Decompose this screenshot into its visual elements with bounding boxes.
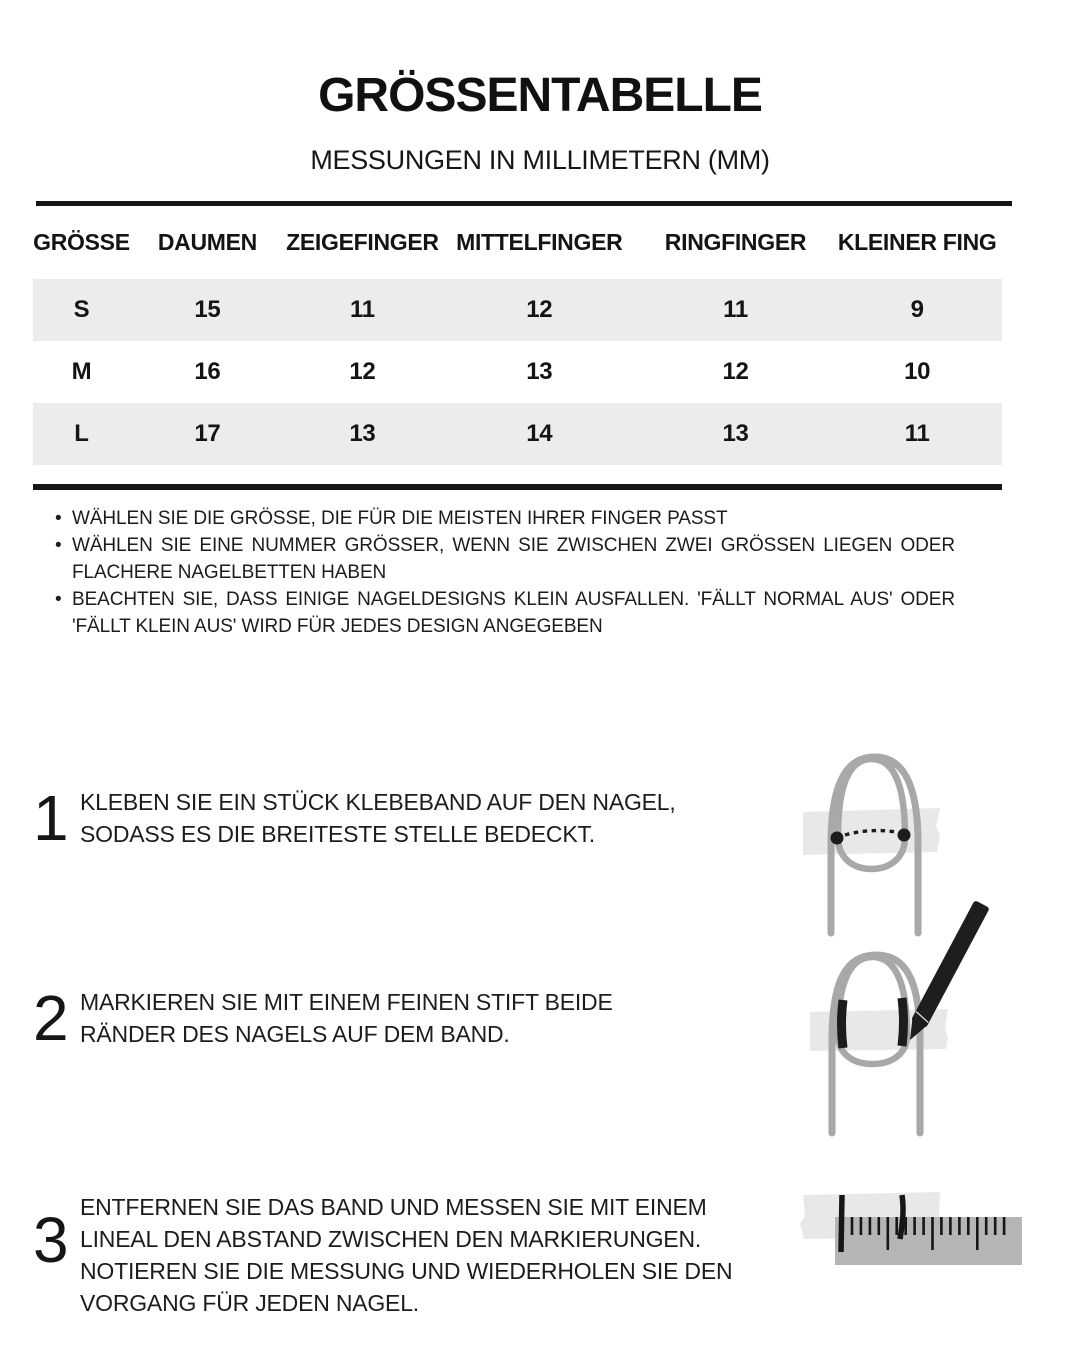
- column-header-daumen: DAUMEN: [157, 229, 257, 255]
- note-text: WÄHLEN SIE EINE NUMMER GRÖSSER, WENN SIE ZWISCHEN ZWEI GRÖSSEN LIEGEN ODER: [72, 535, 955, 556]
- column-header-groesse: GRÖSSE: [33, 229, 130, 255]
- step-line: LINEAL DEN ABSTAND ZWISCHEN DEN MARKIERUNGEN.: [80, 1226, 702, 1252]
- finger-pen-illustration: [805, 900, 990, 1145]
- value-daumen: 17: [194, 420, 221, 447]
- bullet-icon: •: [55, 535, 62, 556]
- step-line: SODASS ES DIE BREITESTE STELLE BEDECKT.: [80, 821, 595, 847]
- nail-mark-right: [902, 998, 904, 1046]
- measure-dot-right: [898, 829, 911, 842]
- step-2: [33, 982, 613, 1054]
- step-1: [33, 782, 676, 854]
- value-kleiner-finger: 11: [904, 420, 930, 447]
- step-line: ENTFERNEN SIE DAS BAND UND MESSEN SIE MIT EINEM: [80, 1194, 707, 1220]
- note-text: FLACHERE NAGELBETTEN HABEN: [72, 562, 387, 583]
- note-line: [55, 505, 955, 532]
- step-line: KLEBEN SIE EIN STÜCK KLEBEBAND AUF DEN NAGEL,: [80, 789, 676, 815]
- pen-mark-right: [900, 1195, 903, 1239]
- page-subtitle: MESSUNGEN IN MILLIMETERN (MM): [310, 145, 770, 175]
- step-number: 2: [33, 982, 67, 1054]
- step-instructions: [80, 786, 676, 850]
- table-header-row: [33, 206, 1002, 279]
- sizing-notes: [55, 505, 955, 640]
- note-text: BEACHTEN SIE, DASS EINIGE NAGELDESIGNS KLEIN AUSFALLEN. 'FÄLLT NORMAL AUS' ODER: [72, 589, 955, 610]
- table-row-l: [33, 403, 1002, 465]
- size-label: L: [74, 420, 89, 447]
- column-header-zeigefinger: ZEIGEFINGER: [286, 229, 439, 255]
- value-mittelfinger: 12: [526, 296, 553, 323]
- note-text: WÄHLEN SIE DIE GRÖSSE, DIE FÜR DIE MEISTEN IHRER FINGER PASST: [72, 508, 728, 529]
- table-row-s: [33, 279, 1002, 341]
- value-mittelfinger: 13: [526, 358, 553, 385]
- value-ringfinger: 11: [723, 296, 748, 323]
- value-kleiner-finger: 10: [904, 358, 931, 385]
- column-header-ringfinger: RINGFINGER: [664, 229, 807, 255]
- bullet-icon: •: [55, 589, 62, 610]
- value-ringfinger: 12: [722, 358, 749, 385]
- value-daumen: 16: [194, 358, 221, 385]
- pen-mark-left: [841, 1195, 842, 1252]
- note-line: [55, 586, 955, 613]
- measure-dot-left: [831, 832, 844, 845]
- step-3: [33, 1191, 732, 1319]
- value-zeigefinger: 13: [349, 420, 376, 447]
- note-line: [55, 613, 955, 640]
- value-zeigefinger: 11: [350, 296, 375, 323]
- bottom-divider: [33, 484, 1002, 490]
- size-label: M: [71, 358, 92, 385]
- size-table: [33, 206, 1002, 465]
- page-title: GRÖSSENTABELLE: [318, 69, 762, 122]
- nail-mark-left: [842, 1000, 844, 1048]
- step-instructions: [80, 1191, 732, 1319]
- bullet-icon: •: [55, 508, 62, 529]
- step-instructions: [80, 986, 613, 1050]
- step-line: RÄNDER DES NAGELS AUF DEM BAND.: [80, 1021, 510, 1047]
- note-text: 'FÄLLT KLEIN AUS' WIRD FÜR JEDES DESIGN ANGEGEBEN: [72, 616, 603, 637]
- value-ringfinger: 13: [722, 420, 749, 447]
- column-header-mittelfinger: MITTELFINGER: [456, 229, 623, 255]
- ruler-illustration: [800, 1187, 1025, 1272]
- size-label: S: [73, 296, 90, 323]
- step-line: VORGANG FÜR JEDEN NAGEL.: [80, 1290, 419, 1316]
- step-line: NOTIEREN SIE DIE MESSUNG UND WIEDERHOLEN SIE DEN: [80, 1258, 733, 1284]
- step-line: MARKIEREN SIE MIT EINEM FEINEN STIFT BEIDE: [80, 989, 613, 1015]
- column-header-kleiner-finger: KLEINER FING: [837, 229, 997, 255]
- value-zeigefinger: 12: [349, 358, 376, 385]
- value-daumen: 15: [194, 296, 221, 323]
- step-number: 3: [33, 1204, 67, 1276]
- step-number: 1: [33, 782, 67, 854]
- table-row-m: [33, 341, 1002, 403]
- value-kleiner-finger: 9: [910, 296, 924, 323]
- pen-icon: [902, 900, 989, 1044]
- value-mittelfinger: 14: [526, 420, 553, 447]
- note-line: [55, 559, 955, 586]
- note-line: [55, 532, 955, 559]
